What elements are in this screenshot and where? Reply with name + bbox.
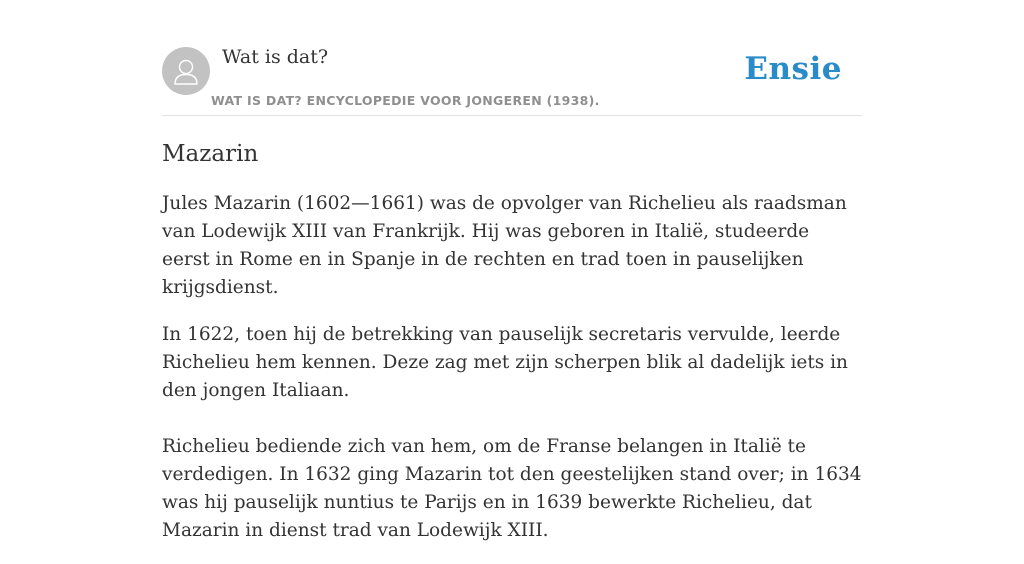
user-placeholder-icon xyxy=(162,47,210,95)
source-avatar[interactable] xyxy=(162,47,210,95)
source-title[interactable]: Wat is dat? xyxy=(222,46,329,68)
source-subtitle[interactable]: WAT IS DAT? ENCYCLOPEDIE VOOR JONGEREN (1938). xyxy=(211,93,600,108)
article xyxy=(162,138,862,564)
source-header xyxy=(162,0,862,116)
brand-logo[interactable]: Ensie xyxy=(744,51,842,87)
article-title: Mazarin xyxy=(162,141,259,167)
article-paragraph: Richelieu bediende zich van hem, om de Franse belangen in Italië te verdedigen. In 1632 ging Mazarin tot den geestelijken stand over; in 1634 was hij pauselijk nuntius te Parijs en in 1639 bewerkte Richelieu, dat Mazarin in dienst trad van Lodewijk XIII. xyxy=(162,436,862,541)
article-paragraph: Jules Mazarin (1602—1661) was de opvolger van Richelieu als raadsman van Lodewijk XIII van Frankrijk. Hij was geboren in Italië, studeerde eerst in Rome en in Spanje in de rechten en trad toen in pauselijken krijgsdienst. xyxy=(162,193,847,298)
article-paragraph: In 1622, toen hij de betrekking van pauselijk secretaris vervulde, leerde Richelieu hem kennen. Deze zag met zijn scherpen blik al dadelijk iets in den jongen Italiaan. xyxy=(162,324,848,401)
